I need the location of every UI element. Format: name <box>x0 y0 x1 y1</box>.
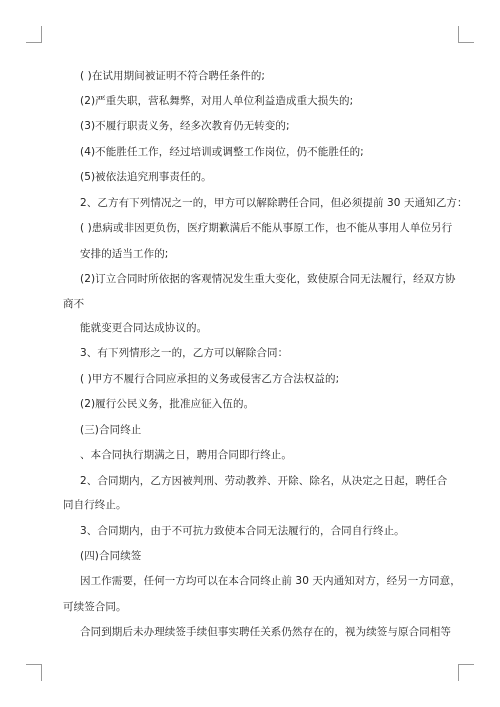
text-line: 合同到期后未办理续签手续但事实聘任关系仍然存在的，视为续签与原合同相等 <box>80 626 451 638</box>
text-line: (5)被依法追究刑事责任的。 <box>80 171 212 183</box>
text-line: ( )患病或非因更负伤，医疗期歉满后不能从事原工作，也不能从事用人单位另行 <box>80 222 453 234</box>
text-line: 可续签合同。 <box>63 601 127 613</box>
text-line: 、本合同执行期满之日，聘用合同即行终止。 <box>80 449 292 461</box>
text-line: 3、合同期内，由于不可抗力致使本合同无法履行的，合同自行终止。 <box>80 525 405 537</box>
text-line: (四)合同续签 <box>80 550 142 562</box>
text-line: ( )甲方不履行合同应承担的义务或侵害乙方合法权益的; <box>80 373 340 385</box>
text-line: 3、有下列情形之一的，乙方可以解除合同： <box>80 347 289 359</box>
text-line: (2)履行公民义务，批准应征入伍的。 <box>80 398 255 410</box>
text-line: 安排的适当工作的; <box>80 248 169 260</box>
text-line: 2、乙方有下列情况之一的，甲方可以解除聘任合同，但必须提前 30 天通知乙方： <box>80 197 468 209</box>
text-line: (2)严重失职，营私舞弊，对用人单位利益造成重大损失的; <box>80 95 354 107</box>
text-line: 能就变更合同达成协议的。 <box>80 322 208 334</box>
text-line: 商不 <box>63 298 85 310</box>
text-line: (3)不履行职责义务，经多次教育仍无转变的; <box>80 120 290 132</box>
text-line: ( )在试用期间被证明不符合聘任条件的; <box>80 70 266 82</box>
text-line: 因工作需要，任何一方均可以在本合同终止前 30 天内通知对方，经另一方同意， <box>80 575 461 587</box>
text-line: 同自行终止。 <box>63 499 127 511</box>
text-line: (2)订立合同时所依据的客观情况发生重大变化，致使原合同无法履行，经双方协 <box>80 273 456 285</box>
text-line: 2、合同期内，乙方因被判刑、劳动教养、开除、除名，从决定之日起，聘任合 <box>80 475 448 487</box>
text-line: (4)不能胜任工作，经过培训或调整工作岗位，仍不能胜任的; <box>80 146 364 158</box>
text-line: (三)合同终止 <box>80 424 142 436</box>
